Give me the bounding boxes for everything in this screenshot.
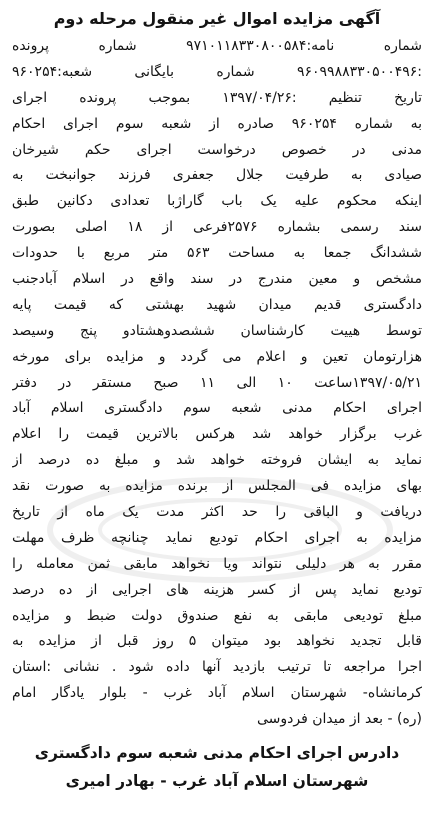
body-line: به شماره ۹۶۰۲۵۴ صادره از شعبه سوم اجرای احکام [12,115,422,132]
body-line: اجرا مراجعه تا ترتیب بازدید آنها داده شود . نشانی :استان [12,659,422,676]
body-line: مدنی در خصوص درخواست اجرای حکم شیرخان [12,141,422,158]
meta-line: شماره نامه:۹۷۱۰۱۱۸۳۳۰۸۰۰۵۸۴ شماره پرونده [12,38,422,54]
body-line: نماید به ایشان فروخته خواهد شد و مبلغ ده درصد از [12,452,422,469]
body-line: مقرر به هر دلیلی نتواند ویا نخواهد مابقی ثمن معامله را [12,555,422,572]
body-line: توسط هییت کارشناسان ششصدوهشتادو پنج وسیصد [12,322,422,339]
body-line: ششدانگ جمعا به مساحت ۵۶۳ متر مربع با حدودات [12,245,422,262]
meta-line: :۹۶۰۹۹۸۸۳۳۰۵۰۰۴۹۶ شماره بایگانی شعبه:۹۶۰۲۵۴ [12,63,422,80]
notice-body [12,86,422,733]
body-line: اجرای احکام مدنی شعبه سوم دادگستری اسلام آباد [12,400,422,417]
body-line: سند رسمی بشماره ۲۵۷۶فرعی از ۱۸ اصلی بصورت [12,219,422,236]
signature-block [12,739,422,795]
body-line: مزایده به اجرای احکام تودیع نماید چنانچه ظرف مهلت [12,529,422,546]
body-line: اینکه محکوم علیه یک باب گاراژبا تعدادی دکانین طبق [12,193,422,210]
body-line: تودیع نماید پس از کسر هزینه های اجرایی از ده درصد [12,581,422,598]
body-line: ۱۳۹۷/۰۵/۲۱ساعت ۱۰ الی ۱۱ صبح مستقر در دفتر [12,374,422,391]
body-line: دادگستری قدیم میدان شهید بهشتی که قیمت پایه [12,296,422,313]
signature-line: دادرس اجرای احکام مدنی شعبه سوم دادگستری [34,744,400,763]
body-line: مشخص و معین مندرج در سند واقع در اسلام آبادجنب [12,271,422,288]
body-line: غرب برگزار خواهد شد هرکس بالاترین قیمت را اعلام [12,426,422,443]
body-line: هزارتومان تعین و اعلام می گردد و مزایده برای مورخه [12,348,422,365]
body-line: بهای مزایده فی المجلس از برنده مزایده به صورت نقد [12,478,422,495]
body-line: مبلغ تودیعی مابقی به نفع صندوق دولت ضبط و مزایده [12,607,422,624]
body-line: قابل تجدید نخواهد بود میتوان ۵ روز قبل از مزایده به [12,633,422,650]
body-line: تاریخ تنظیم :۱۳۹۷/۰۴/۲۶ بموجب پرونده اجرای [12,89,422,106]
body-line: کرمانشاه- شهرستان اسلام آباد غرب - بلوار یادگار امام [12,685,422,702]
notice-title: آگهی مزایده اموال غیر منقول مرحله دوم [53,9,381,28]
body-line: صیادی به طرفیت جلال جعفری فرزند جوانبخت به [12,167,422,184]
body-line-last: (ره) - بعد از میدان فردوسی [256,711,422,728]
body-line: دریافت و الباقی را حد اکثر مدت یک ماه از تاریخ [12,504,422,521]
signature-line: شهرستان اسلام آباد غرب - بهادر امیری [65,772,369,791]
